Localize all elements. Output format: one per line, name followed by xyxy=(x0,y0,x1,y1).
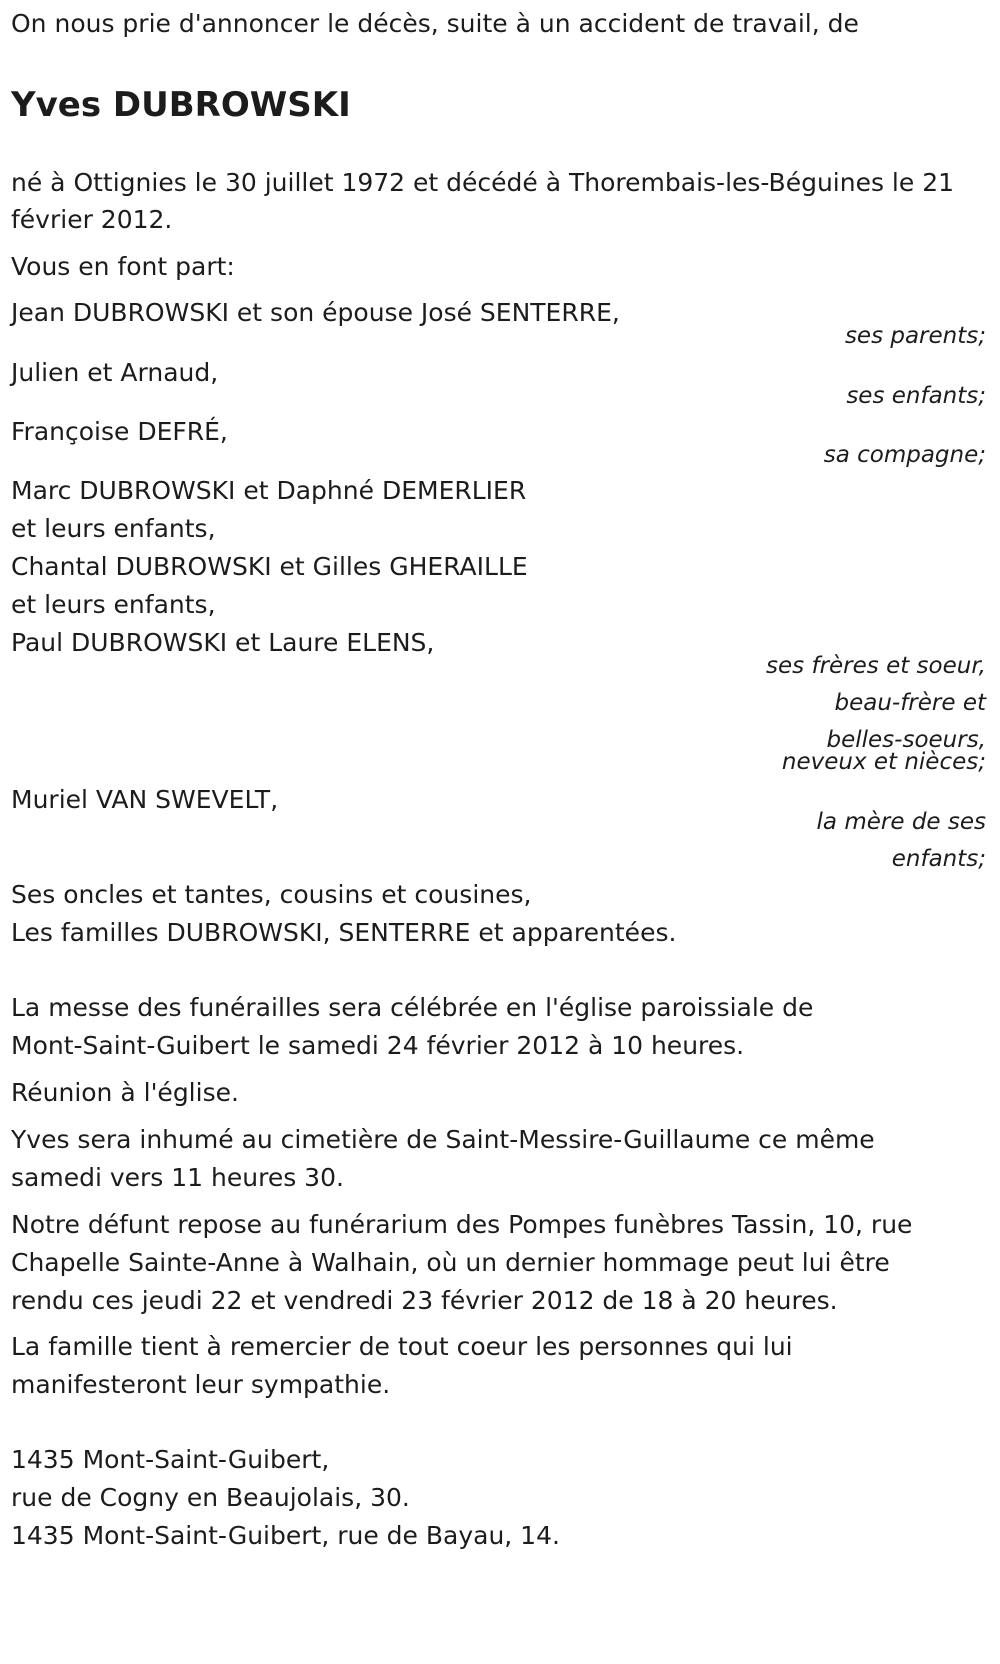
siblings-line-4: et leurs enfants, xyxy=(11,590,216,619)
siblings-role-4: neveux et nièces; xyxy=(781,749,986,775)
siblings-line-3: Chantal DUBROWSKI et Gilles GHERAILLE xyxy=(11,552,528,581)
partner-role: sa compagne; xyxy=(823,442,986,468)
viewing-line-1: Notre défunt repose au funérarium des Pompes funèbres Tassin, 10, rue xyxy=(11,1210,913,1239)
mass-line-1: La messe des funérailles sera célébrée en l'église paroissiale de xyxy=(11,993,814,1022)
partner-names: Françoise DEFRÉ, xyxy=(11,417,228,446)
children-names: Julien et Arnaud, xyxy=(11,358,219,387)
address-line-1: 1435 Mont-Saint-Guibert, xyxy=(11,1445,330,1474)
parents-role: ses parents; xyxy=(844,323,986,349)
mass-line-2: Mont-Saint-Guibert le samedi 24 février 2012 à 10 heures. xyxy=(11,1031,745,1060)
deceased-name: Yves DUBROWSKI xyxy=(11,85,351,125)
meeting-text: Réunion à l'église. xyxy=(11,1078,239,1107)
address-line-2: rue de Cogny en Beaujolais, 30. xyxy=(11,1483,410,1512)
siblings-role-2: beau-frère et xyxy=(834,690,986,716)
siblings-role-1: ses frères et soeur, xyxy=(766,653,986,679)
viewing-line-2: Chapelle Sainte-Anne à Walhain, où un dernier hommage peut lui être xyxy=(11,1248,890,1277)
mother-of-children-role-2: enfants; xyxy=(891,846,986,872)
birth-death-line-2: février 2012. xyxy=(11,205,173,234)
intro-text: On nous prie d'annoncer le décès, suite à un accident de travail, de xyxy=(11,9,859,38)
others-line-2: Les familles DUBROWSKI, SENTERRE et apparentées. xyxy=(11,918,677,947)
siblings-line-1: Marc DUBROWSKI et Daphné DEMERLIER xyxy=(11,476,527,505)
siblings-line-5: Paul DUBROWSKI et Laure ELENS, xyxy=(11,628,435,657)
mother-of-children-role-1: la mère de ses xyxy=(816,809,986,835)
viewing-line-3: rendu ces jeudi 22 et vendredi 23 février 2012 de 18 à 20 heures. xyxy=(11,1286,838,1315)
burial-line-1: Yves sera inhumé au cimetière de Saint-Messire-Guillaume ce même xyxy=(11,1125,875,1154)
others-line-1: Ses oncles et tantes, cousins et cousines, xyxy=(11,880,532,909)
siblings-role-3: belles-soeurs, xyxy=(826,727,986,753)
mother-of-children-names: Muriel VAN SWEVELT, xyxy=(11,785,279,814)
burial-line-2: samedi vers 11 heures 30. xyxy=(11,1163,344,1192)
thanks-line-2: manifesteront leur sympathie. xyxy=(11,1370,391,1399)
children-role: ses enfants; xyxy=(846,383,986,409)
parents-names: Jean DUBROWSKI et son épouse José SENTERRE, xyxy=(11,298,620,327)
announce-text: Vous en font part: xyxy=(11,252,235,281)
address-line-3: 1435 Mont-Saint-Guibert, rue de Bayau, 14. xyxy=(11,1521,560,1550)
obituary-notice xyxy=(11,0,986,1664)
birth-death-line-1: né à Ottignies le 30 juillet 1972 et décédé à Thorembais-les-Béguines le 21 xyxy=(11,168,955,197)
thanks-line-1: La famille tient à remercier de tout coeur les personnes qui lui xyxy=(11,1332,793,1361)
siblings-line-2: et leurs enfants, xyxy=(11,514,216,543)
